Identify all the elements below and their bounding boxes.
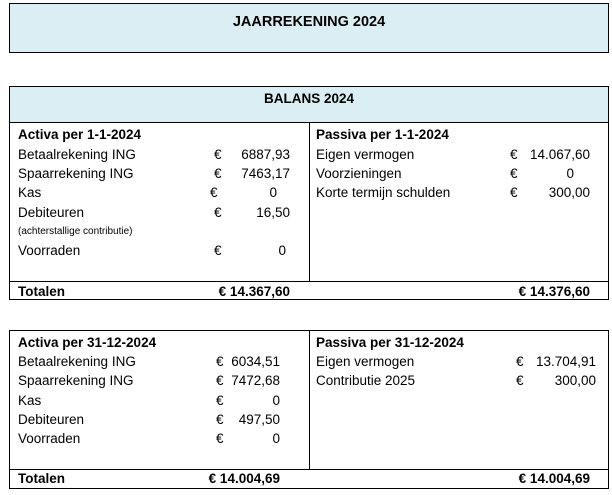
activa-start-note: (achterstallige contributie) — [18, 226, 133, 237]
activa-end-label-2: Kas — [18, 393, 42, 408]
euro-sign: € — [214, 166, 222, 181]
euro-sign: € — [214, 205, 222, 220]
activa-start-label-5: Voorraden — [18, 243, 81, 258]
balance-end-table — [9, 330, 609, 489]
euro-sign: € — [216, 431, 224, 446]
activa-start-value-3: 16,50 — [256, 205, 290, 220]
activa-end-label-4: Voorraden — [18, 431, 81, 446]
euro-sign: € — [516, 354, 524, 369]
activa-end-label-3: Debiteuren — [18, 412, 85, 427]
activa-start-header: Activa per 1-1-2024 — [18, 127, 142, 142]
activa-end-value-1: 7472,68 — [231, 373, 280, 388]
activa-end-label-0: Betaalrekening ING — [18, 354, 136, 369]
passiva-start-label-1: Voorzieningen — [316, 166, 402, 181]
activa-end-value-3: 497,50 — [238, 412, 280, 427]
euro-sign: € — [510, 147, 518, 162]
activa-start-value-2: 0 — [269, 185, 277, 200]
euro-sign: € — [216, 354, 224, 369]
activa-start-label-1: Spaarrekening ING — [18, 166, 134, 181]
activa-start-value-0: 6887,93 — [241, 147, 290, 162]
passiva-end-label-0: Eigen vermogen — [316, 354, 415, 369]
passiva-end-label-1: Contributie 2025 — [316, 373, 416, 388]
activa-end-value-4: 0 — [272, 431, 280, 446]
activa-start-label-2: Kas — [18, 185, 42, 200]
passiva-start-label-0: Eigen vermogen — [316, 147, 415, 162]
activa-end-label-1: Spaarrekening ING — [18, 373, 134, 388]
passiva-start-value-0: 14.067,60 — [529, 147, 590, 162]
activa-end-value-0: 6034,51 — [231, 354, 280, 369]
activa-end-header: Activa per 31-12-2024 — [18, 335, 157, 350]
euro-sign: € — [516, 373, 524, 388]
activa-start-value-1: 7463,17 — [241, 166, 290, 181]
passiva-end-header: Passiva per 31-12-2024 — [316, 335, 464, 350]
passiva-end-total: € 14.004,69 — [518, 471, 590, 486]
euro-sign: € — [210, 185, 218, 200]
report-title: JAARREKENING 2024 — [232, 14, 386, 30]
euro-sign: € — [216, 412, 224, 427]
activa-end-total: € 14.004,69 — [208, 471, 280, 486]
euro-sign: € — [216, 373, 224, 388]
balance-title: BALANS 2024 — [263, 91, 355, 106]
activa-start-total: € 14.367,60 — [218, 284, 290, 299]
totals-start-label: Totalen — [18, 284, 65, 299]
activa-start-label-3: Debiteuren — [18, 205, 85, 220]
totals-end-label: Totalen — [18, 471, 65, 486]
passiva-end-value-1: 300,00 — [554, 373, 596, 388]
passiva-start-total: € 14.376,60 — [518, 284, 590, 299]
balance-start-table — [9, 122, 609, 300]
passiva-start-value-1: 0 — [566, 166, 574, 181]
activa-start-value-5: 0 — [278, 243, 286, 258]
activa-end-value-2: 0 — [272, 393, 280, 408]
euro-sign: € — [510, 166, 518, 181]
passiva-start-value-2: 300,00 — [548, 185, 590, 200]
euro-sign: € — [214, 147, 222, 162]
euro-sign: € — [214, 243, 222, 258]
balance-header — [9, 86, 609, 122]
euro-sign: € — [510, 185, 518, 200]
euro-sign: € — [216, 393, 224, 408]
activa-start-label-0: Betaalrekening ING — [18, 147, 136, 162]
passiva-start-header: Passiva per 1-1-2024 — [316, 127, 449, 142]
report-title-box — [9, 3, 609, 53]
passiva-start-label-2: Korte termijn schulden — [316, 185, 451, 200]
passiva-end-value-0: 13.704,91 — [535, 354, 596, 369]
